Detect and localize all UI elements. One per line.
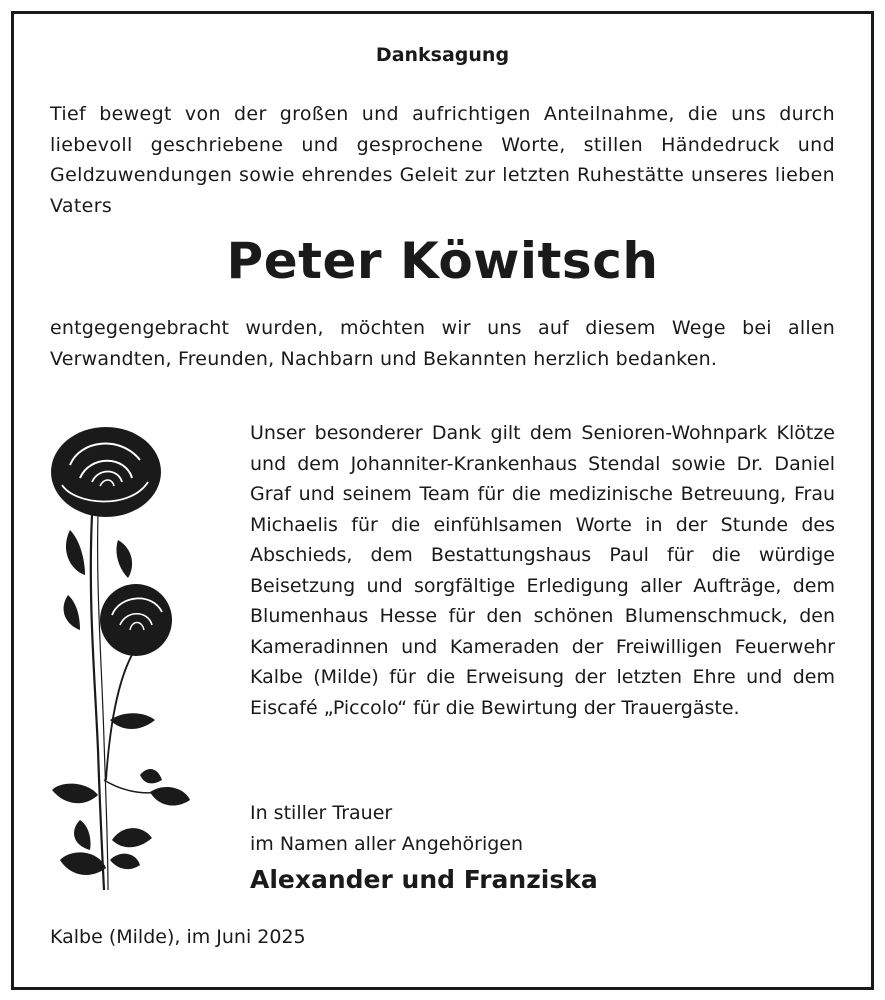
intro-paragraph: Tief bewegt von der großen und aufrichtigen Anteilnahme, die uns durch liebevoll geschriebene und gesprochene Worte, stillen Händedruck und Geldzuwendungen sowie ehrendes Geleit zur letzten Ruhestätte unseres lieben Vaters <box>50 103 835 217</box>
signers: Alexander und Franziska <box>250 865 598 894</box>
special-thanks-paragraph: Unser besonderer Dank gilt dem Senioren-Wohnpark Klötze und dem Johanniter-Krankenhaus Stendal sowie Dr. Daniel Graf und seinem Team für die medizinische Betreuung, Frau Michaelis für die einfühlsamen Worte in der Stunde des Abschieds, dem Bestattungshaus Paul für die würdige Beisetzung und sorgfältige Erledigung aller Aufträge, dem Blumenhaus Hesse für den schönen Blumenschmuck, den Kameradinnen und Kameraden der Freiwilligen Feuerwehr Kalbe (Milde) für die Erweisung der letzten Ehre und dem Eiscafé „Piccolo“ für die Bewirtung der Trauergäste. <box>250 422 835 719</box>
thanks-paragraph: entgegengebracht wurden, möchten wir uns auf diesem Wege bei allen Verwandten, Freunden, Nachbarn und Bekannten herzlich bedanken. <box>50 317 835 370</box>
deceased-name: Peter Köwitsch <box>226 232 659 290</box>
notice-heading: Danksagung <box>375 44 510 66</box>
closing-block <box>250 798 750 860</box>
closing-line: im Namen aller Angehörigen <box>250 833 524 855</box>
place-date: Kalbe (Milde), im Juni 2025 <box>50 926 306 948</box>
closing-line: In stiller Trauer <box>250 802 393 824</box>
rose-icon <box>40 420 200 895</box>
